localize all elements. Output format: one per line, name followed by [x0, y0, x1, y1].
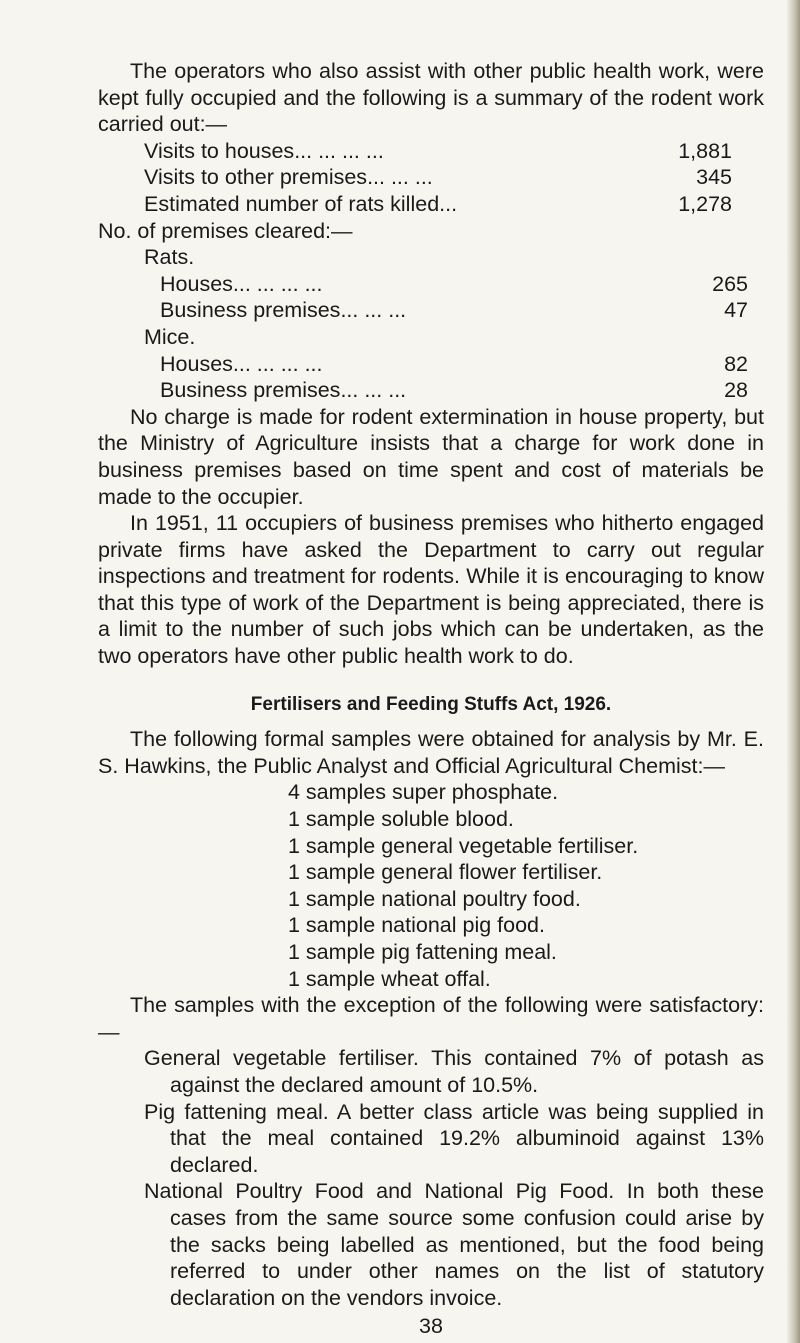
list-item: 1 sample general vegetable fertiliser.: [288, 833, 639, 858]
list-item: 1 sample wheat offal.: [288, 966, 491, 991]
cleared-heading: No. of premises cleared:—: [98, 218, 353, 243]
list-item: 1 sample pig fattening meal.: [288, 940, 557, 964]
intro-paragraph: The operators who also assist with other public health work, were kept fully occupied and the following is a summary of the rodent work carried out:—: [98, 59, 764, 137]
list-item: 4 samples super phosphate.: [288, 780, 559, 805]
exceptions-list: [98, 1045, 764, 1311]
list-item: General vegetable fertiliser. This contained 7% of potash as against the declared amount of 10.5%.: [144, 1046, 764, 1097]
document-page: [98, 58, 764, 1340]
summary-row-visits-other: Visits to other premises ... ... ... 345: [144, 165, 732, 190]
summary-row-rats-houses: Houses ... ... ... ... 265: [160, 271, 748, 296]
year-1951-paragraph: In 1951, 11 occupiers of business premises who hitherto engaged private firms have asked the Department to carry out regular inspections and treatment for rodents. While it is encouraging to know that this type of work of the Department is being appreciated, there is a limit to the number of such jobs which can be undertaken, as the two operators have other public health work to do.: [98, 511, 764, 669]
summary-row-mice-houses: Houses ... ... ... ... 82: [160, 351, 748, 376]
samples-list: [98, 779, 764, 992]
rodent-summary: [98, 138, 764, 404]
list-item: 1 sample national pig food.: [288, 913, 545, 938]
summary-row-rats-business: Business premises ... ... ... 47: [160, 298, 748, 323]
summary-row-mice-business: Business premises ... ... ... 28: [160, 378, 748, 403]
mice-heading: Mice.: [144, 324, 196, 349]
summary-row-rats-killed: Estimated number of rats killed ... 1,278: [144, 191, 732, 216]
rats-heading: Rats.: [144, 245, 195, 270]
list-item: Pig fattening meal. A better class article was being supplied in that the meal contained 19.2% albuminoid against 13% declared.: [144, 1099, 764, 1177]
summary-row-visits-houses: Visits to houses ... ... ... ... 1,881: [144, 138, 732, 163]
exception-paragraph: The samples with the exception of the following were satisfactory:—: [98, 993, 764, 1044]
page-edge-shadow: [786, 0, 800, 1343]
list-item: 1 sample soluble blood.: [288, 807, 514, 832]
list-item: 1 sample national poultry food.: [288, 886, 581, 911]
section-heading: Fertilisers and Feeding Stuffs Act, 1926.: [250, 693, 612, 715]
list-item: National Poultry Food and National Pig Food. In both these cases from the same source some confusion could arise by the sacks being labelled as mentioned, but the food being referred to under other names on the list of statutory declaration on the vendors invoice.: [144, 1179, 764, 1310]
charge-paragraph: No charge is made for rodent extermination in house property, but the Ministry of Agriculture insists that a charge for work done in business premises based on time spent and cost of materials be made to the occupier.: [98, 404, 764, 509]
page-number: 38: [419, 1314, 443, 1339]
list-item: 1 sample general flower fertiliser.: [288, 860, 603, 885]
samples-paragraph: The following formal samples were obtained for analysis by Mr. E. S. Hawkins, the Public Analyst and Official Agricultural Chemist:—: [98, 727, 764, 778]
